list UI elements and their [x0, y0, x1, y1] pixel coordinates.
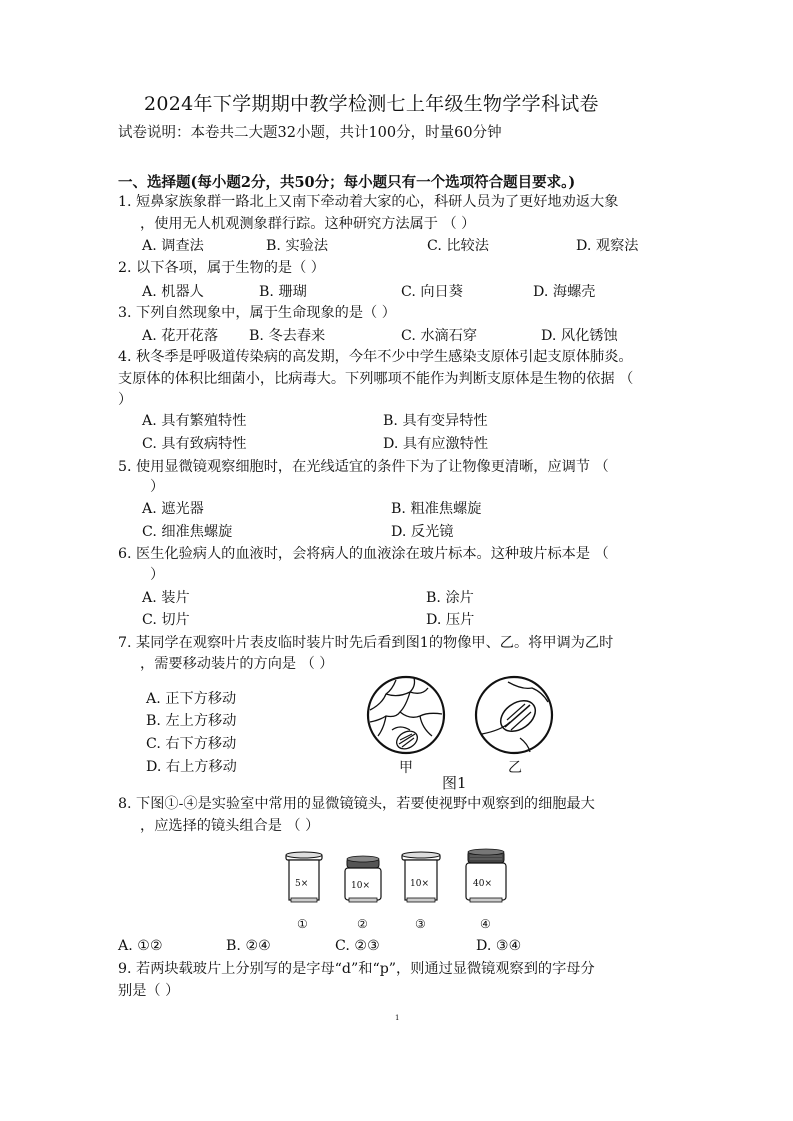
label-yi: 乙 — [508, 760, 522, 776]
option-a: A. 机器人 — [142, 284, 204, 300]
section-heading: 一、选择题(每小题2分，共50分；每小题只有一个选项符合题目要求。) — [118, 174, 576, 191]
lens-2-mag: 10× — [351, 881, 370, 891]
question-text: 1. 短鼻家族象群一路北上又南下牵动着大家的心，科研人员为了更好地劝返大象 — [118, 194, 619, 210]
option-a: A. 调查法 — [142, 238, 204, 254]
option-c: C. 比较法 — [427, 238, 489, 254]
question-text: 6. 医生化验病人的血液时，会将病人的血液涂在玻片标本。这种玻片标本是 （ — [118, 546, 609, 562]
question-text: ，使用无人机观测象群行踪。这种研究方法属于 （ ） — [140, 216, 476, 232]
option-b: B. 珊瑚 — [259, 284, 307, 300]
option-a: A. 遮光器 — [142, 501, 204, 517]
option-c: C. 向日葵 — [401, 284, 463, 300]
lens-1 — [286, 852, 322, 931]
option-b: B. 具有变异特性 — [383, 413, 488, 429]
question-text: ） — [118, 392, 133, 408]
option-a: A. 花开花落 — [142, 328, 219, 344]
lens-1-num: ① — [297, 917, 308, 931]
question-text: 8. 下图①-④是实验室中常用的显微镜镜头，若要使视野中观察到的细胞最大 — [118, 796, 595, 812]
option-a: A. 装片 — [142, 590, 190, 606]
question-text: 支原体的体积比细菌小，比病毒大。下列哪项不能作为判断支原体是生物的依据 （ — [118, 371, 634, 387]
option-d: D. ③④ — [476, 938, 522, 954]
lens-2-num: ② — [357, 917, 368, 931]
option-c: C. 右下方移动 — [146, 736, 237, 752]
option-c: C. ②③ — [335, 938, 380, 954]
question-text: ，应选择的镜头组合是 （ ） — [140, 818, 320, 834]
option-d: D. 风化锈蚀 — [541, 328, 618, 344]
question-text: 9. 若两块载玻片上分别写的是字母“d”和“p”，则通过显微镜观察到的字母分 — [118, 961, 595, 977]
question-text: ） — [150, 479, 165, 495]
option-d: D. 观察法 — [576, 238, 639, 254]
lens-2 — [345, 856, 381, 931]
figure-1-microscope-views — [362, 672, 562, 792]
option-b: B. 涂片 — [426, 590, 474, 606]
lens-1-mag: 5× — [295, 879, 309, 889]
question-text: 3. 下列自然现象中，属于生命现象的是（ ） — [118, 305, 396, 321]
question-text: ，需要移动装片的方向是 （ ） — [140, 656, 334, 672]
option-b: B. 左上方移动 — [146, 713, 237, 729]
page-title: 2024年下学期期中教学检测七上年级生物学学科试卷 — [144, 93, 599, 115]
option-c: C. 水滴石穿 — [401, 328, 478, 344]
question-text: 2. 以下各项，属于生物的是（ ） — [118, 260, 325, 276]
option-a: A. 具有繁殖特性 — [142, 413, 247, 429]
view-yi — [476, 677, 552, 753]
option-b: B. 粗准焦螺旋 — [391, 501, 482, 517]
figure-caption: 图1 — [442, 774, 467, 792]
question-text: 7. 某同学在观察叶片表皮临时装片时先后看到图1的物像甲、乙。将甲调为乙时 — [118, 635, 614, 651]
option-b: B. 冬去春来 — [249, 328, 326, 344]
option-c: C. 具有致病特性 — [142, 436, 247, 452]
option-c: C. 切片 — [142, 612, 190, 628]
option-b: B. 实验法 — [266, 238, 329, 254]
question-text: 4. 秋冬季是呼吸道传染病的高发期，今年不少中学生感染支原体引起支原体肺炎。 — [118, 349, 633, 365]
lens-3-mag: 10× — [410, 879, 429, 889]
option-d: D. 压片 — [426, 612, 475, 628]
option-d: D. 具有应激特性 — [383, 436, 489, 452]
option-a: A. ①② — [118, 938, 163, 954]
label-jia: 甲 — [399, 760, 413, 776]
option-d: D. 海螺壳 — [533, 284, 596, 300]
lens-3-num: ③ — [415, 917, 426, 931]
lens-4-num: ④ — [480, 917, 491, 931]
figure-lenses — [282, 848, 522, 934]
question-text: 5. 使用显微镜观察细胞时，在光线适宜的条件下为了让物像更清晰，应调节 （ — [118, 459, 609, 475]
option-a: A. 正下方移动 — [146, 691, 237, 707]
option-b: B. ②④ — [226, 938, 271, 954]
exam-instructions: 试卷说明：本卷共二大题32小题，共计100分，时量60分钟 — [118, 125, 502, 141]
question-text: 别是（ ） — [118, 983, 180, 999]
question-text: ） — [150, 567, 165, 583]
lens-4 — [466, 849, 506, 931]
option-d: D. 反光镜 — [391, 524, 454, 540]
view-jia — [368, 677, 444, 753]
lens-4-mag: 40× — [473, 879, 492, 889]
page-number: 1 — [395, 1014, 400, 1022]
lens-3 — [402, 852, 440, 931]
option-d: D. 右上方移动 — [146, 759, 237, 775]
option-c: C. 细准焦螺旋 — [142, 524, 233, 540]
